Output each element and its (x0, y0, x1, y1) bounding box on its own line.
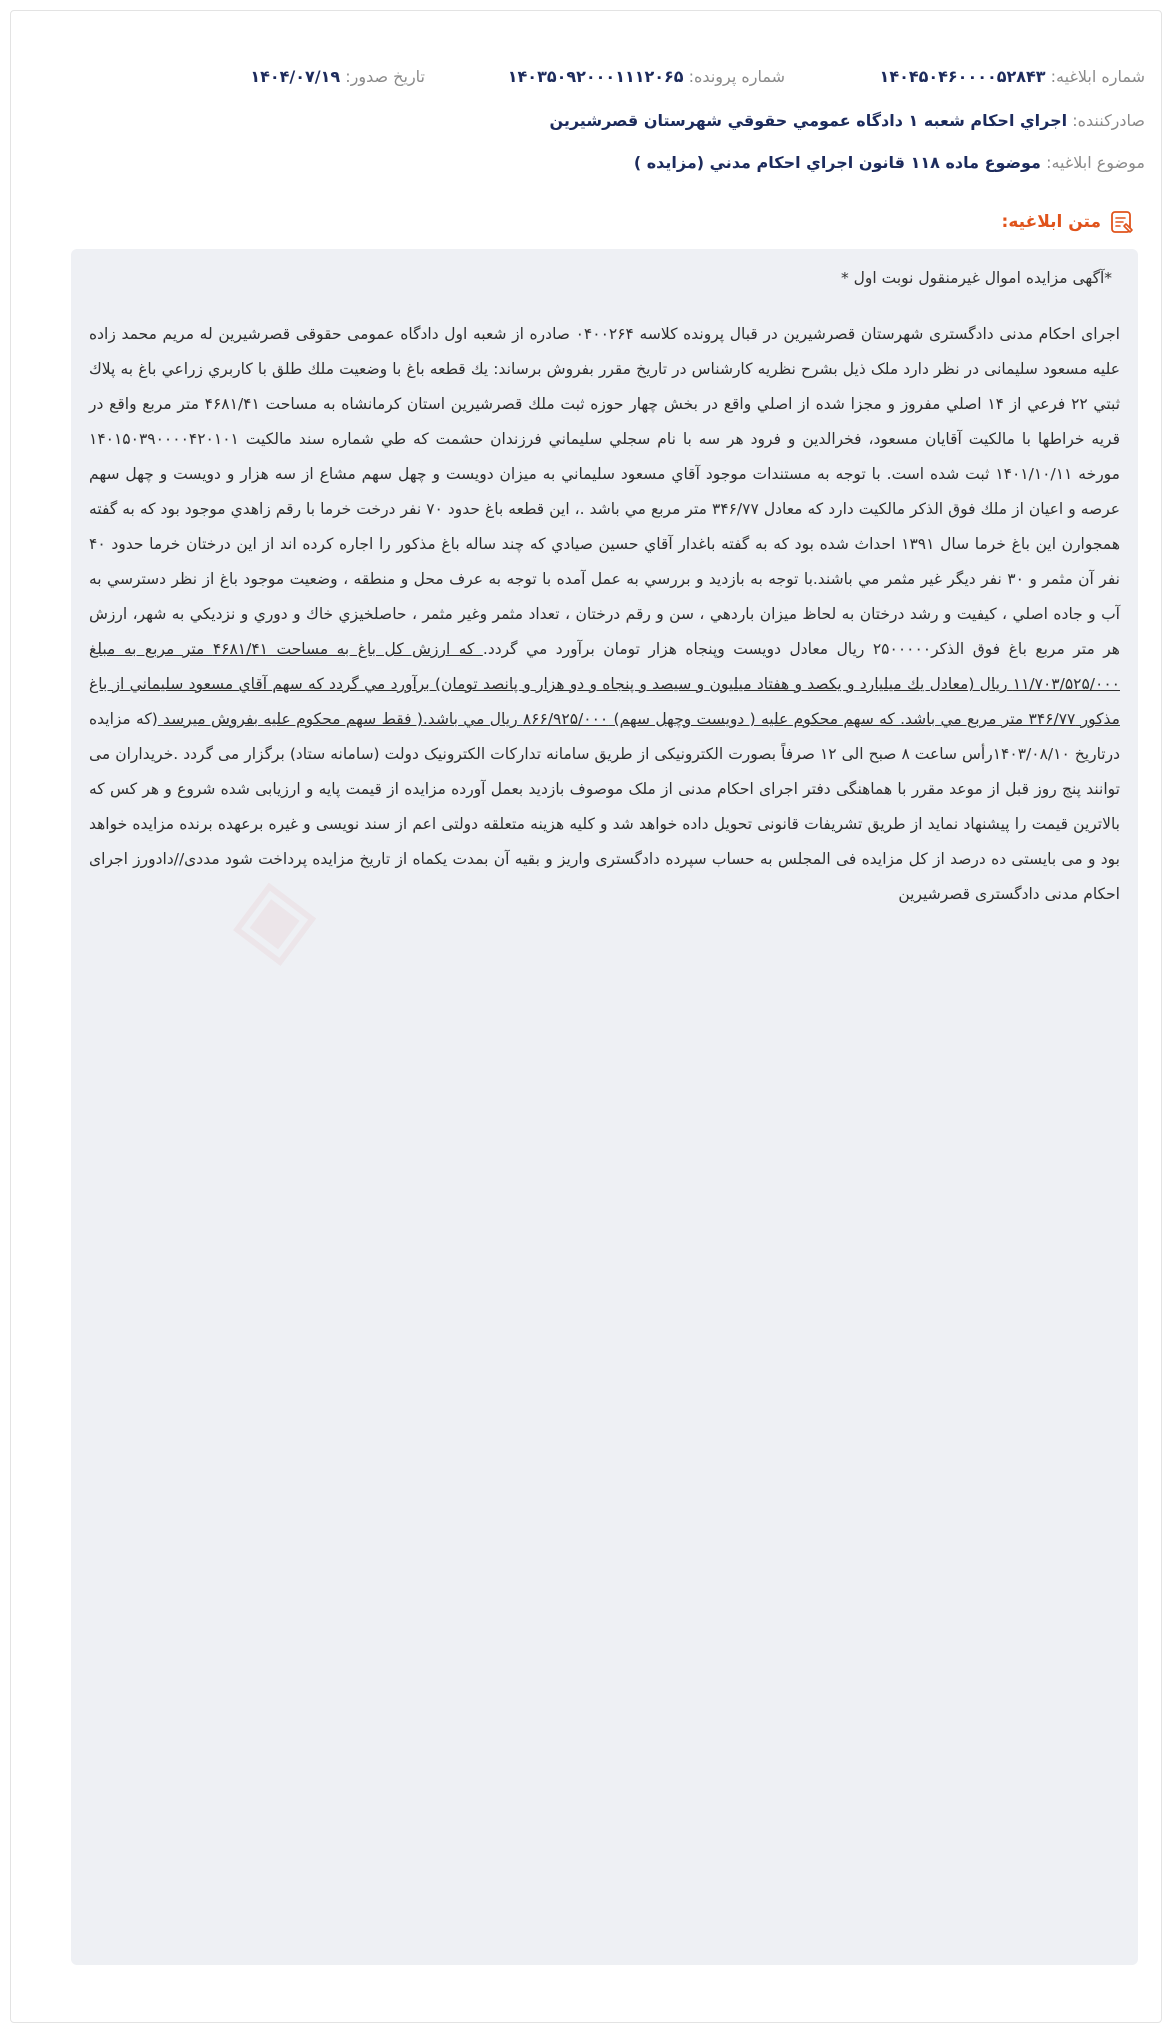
notice-body-part2: (که مزایده درتاریخ ۱۴۰۳/۰۸/۱۰رأس ساعت ۸ صبح الی ۱۲ صرفاً بصورت الکترونیکی از طریق سامانه تدارکات الکترونیک دولت (سامانه ستاد) برگزار می گردد .خریداران می توانند پنج روز قبل از موعد مقرر با هماهنگی دفتر اجرای احکام مدنی از ملک موصوف بازدید بعمل آورده مزایده از قیمت پایه و ارزیابی شده شروع و هر کس که بالاترین قیمت را پیشنهاد نماید از طریق تشریفات قانونی تحویل داده خواهد شد و کلیه هزینه متعلقه دولتی اعم از سند نویسی و غیره برعهده برنده مزایده خواهد بود و می بایستی ده درصد از کل مزایده فی المجلس به حساب سپرده دادگستری واریز و بقیه آن بمدت یکماه از تاریخ مزایده پرداخت شود مددی//دادورز اجرای احکام مدنی دادگستری قصرشیرین (89, 710, 1121, 903)
notice-heading: *آگهی مزایده اموال غیرمنقول نوبت اول * (840, 269, 1112, 287)
subject-label: موضوع ابلاغیه: (1046, 153, 1145, 172)
section-header (1002, 209, 1135, 235)
issuer-label: صادرکننده: (1072, 111, 1145, 130)
section-title: متن ابلاغیه: (1001, 212, 1101, 232)
issue-date-value: ۱۴۰۴/۰۷/۱۹ (250, 67, 341, 86)
subject-line (35, 153, 1145, 172)
issuer-value: اجراي احكام شعبه ۱ دادگاه عمومي حقوقي شهرستان قصرشيرين (549, 111, 1068, 130)
notice-card (10, 10, 1162, 2023)
issue-date-label: تاریخ صدور: (345, 67, 425, 86)
issue-date (250, 67, 425, 86)
subject-value: موضوع ماده ۱۱۸ قانون اجراي احكام مدني (مزايده ) (633, 153, 1041, 172)
notice-body-underlined: كه ارزش كل باغ به مساحت ۴۶۸۱/۴۱ متر مربع به مبلغ ۱۱/۷۰۳/۵۲۵/۰۰۰ ريال (معادل يك ميليارد و يكصد و هفتاد ميليون و سيصد و پنجاه و دو هزار و پانصد تومان) برآورد مي گردد كه سهم آقاي مسعود سليماني از باغ مذكور ۳۴۶/۷۷ متر مربع مي باشد. كه سهم محكوم عليه ( دويست وچهل سهم) ۸۶۶/۹۲۵/۰۰۰ ريال مي باشد.( فقط سهم محكوم عليه بفروش ميرسد (89, 640, 1120, 728)
issuer-line (35, 111, 1145, 130)
meta-row (35, 67, 1145, 95)
notice-body-part1: اجرای احکام مدنی دادگستری شهرستان قصرشیرین در قبال پرونده کلاسه ۰۴۰۰۲۶۴ صادره از شعبه اول دادگاه عمومی حقوقی قصرشیرین له مریم محمد زاده علیه مسعود سلیمانی در نظر دارد ملک ذیل بشرح نظریه کارشناس در تاریخ مقرر بفروش برساند: يك قطعه باغ با وضعيت ملك طلق با كاربري زراعي باغ به پلاك ثبتي ۲۲ فرعي از ۱۴ اصلي مفروز و مجزا شده از اصلي واقع در بخش چهار حوزه ثبت ملك قصرشيرين استان كرمانشاه به مساحت ۴۶۸۱/۴۱ متر مربع واقع در قريه خراطها با مالكيت آقايان مسعود، فخرالدين و فرود هر سه با نام سجلي سليماني فرزندان حشمت كه طي شماره سند مالكيت ۱۴۰۱۵۰۳۹۰۰۰۰۴۲۰۱۰۱ مورخه ۱۴۰۱/۱۰/۱۱ ثبت شده است. با توجه به مستندات موجود آقاي مسعود سليماني به ميزان دويست و چهل سهم مشاع از سه هزار و دويست و چهل سهم عرصه و اعيان از ملك فوق الذكر مالكيت دارد كه معادل ۳۴۶/۷۷ متر مربع مي باشد .، اين قطعه باغ حدود ۷۰ نفر درخت خرما با رقم زاهدي موجود بود كه به گفته همجوارن اين باغ خرما سال ۱۳۹۱ احداث شده بود كه به گفته باغدار آقاي حسين صيادي كه چند ساله باغ مذكور را اجاره كرده اند از اين درختان خرما حدود ۴۰ نفر آن مثمر و ۳۰ نفر ديگر غير مثمر مي باشند.با توجه به بازديد و بررسي به عمل آمده با توجه به عرف محل و منطقه ، وضعيت موجود باغ از نظر دسترسي به آب و جاده اصلي ، كيفيت و رشد درختان به لحاظ ميزان باردهي ، سن و رقم درختان ، تعداد مثمر وغير مثمر ، حاصلخيزي خاك و دوري و نزديكي به شهر، ارزش هر متر مربع باغ فوق الذكر۲۵۰۰۰۰۰ ريال معادل دويست وپنجاه هزار تومان برآورد مي گردد. (89, 325, 1121, 658)
case-number (508, 67, 785, 86)
notice-number-label: شماره ابلاغیه: (1050, 67, 1145, 86)
case-number-value: ۱۴۰۳۵۰۹۲۰۰۰۱۱۱۲۰۶۵ (507, 67, 684, 86)
notice-body (89, 317, 1120, 912)
notice-number-value: ۱۴۰۴۵۰۴۶۰۰۰۰۵۲۸۴۳ (879, 67, 1046, 86)
notice-number (880, 67, 1145, 86)
case-number-label: شماره پرونده: (688, 67, 785, 86)
document-icon (1109, 209, 1135, 235)
notice-content (71, 249, 1138, 1965)
